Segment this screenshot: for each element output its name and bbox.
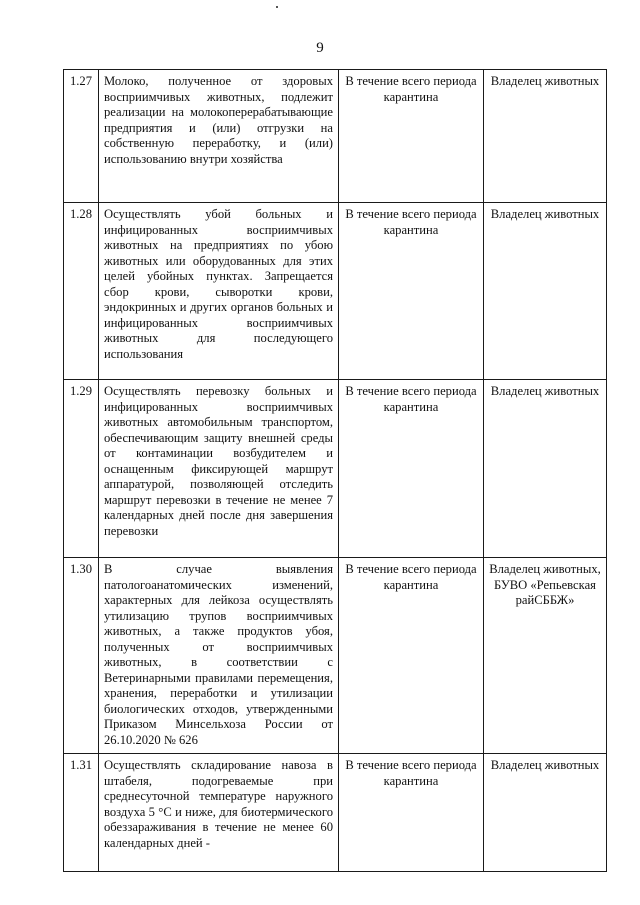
- table-row: [64, 754, 607, 872]
- table-row: [64, 558, 607, 754]
- measure-text: В случае выявления патологоанатомических изменений, характерных для лейкоза осуществлять утилизацию трупов восприимчивых животных, а также продуктов убоя, полученных от восприимчивых животных, в соответствии с Ветеринарными правилами перемещения, хранения, переработки и утилизации биологических отходов, утвержденными Приказом Минсельхоза России от 26.10.2020 № 626: [99, 558, 339, 754]
- measure-term: В течение всего периода карантина: [339, 558, 484, 754]
- measure-responsible: Владелец животных: [484, 380, 607, 558]
- measure-text: Молоко, полученное от здоровых восприимчивых животных, подлежит реализации на молокоперерабатывающие предприятия и (или) отгрузки на собственную переработку, и (или) использованию внутри хозяйства: [99, 70, 339, 203]
- measure-text: Осуществлять убой больных и инфицированных восприимчивых животных на предприятиях по убою животных или оборудованных для этих целей убойных пунктах. Запрещается сбор крови, сыворотки крови, эндокринных и других органов больных и инфицированных восприимчивых животных для последующего использования: [99, 203, 339, 380]
- row-number: 1.30: [64, 558, 99, 754]
- row-number: 1.27: [64, 70, 99, 203]
- measure-responsible: Владелец животных, БУВО «Репьевская райСББЖ»: [484, 558, 607, 754]
- scan-mark: [276, 6, 278, 8]
- measure-text: Осуществлять перевозку больных и инфицированных восприимчивых животных автомобильным транспортом, обеспечивающим защиту внешней среды от контаминации возбудителем и оснащенным фиксирующей маршрут аппаратурой, позволяющей отследить маршрут перевозки в течение не менее 7 календарных дней после дня завершения перевозки: [99, 380, 339, 558]
- measure-term: В течение всего периода карантина: [339, 203, 484, 380]
- table-row: [64, 70, 607, 203]
- page-number: 9: [316, 40, 324, 56]
- measure-term: В течение всего периода карантина: [339, 70, 484, 203]
- table-row: [64, 203, 607, 380]
- measures-table: [63, 69, 607, 872]
- measure-text: Осуществлять складирование навоза в штабеля, подогреваемые при среднесуточной температуре наружного воздуха 5 °С и ниже, для биотермического обеззараживания в течение не менее 60 календарных дней -: [99, 754, 339, 872]
- row-number: 1.29: [64, 380, 99, 558]
- table-row: [64, 380, 607, 558]
- measure-responsible: Владелец животных: [484, 754, 607, 872]
- measure-responsible: Владелец животных: [484, 203, 607, 380]
- row-number: 1.31: [64, 754, 99, 872]
- measure-term: В течение всего периода карантина: [339, 754, 484, 872]
- row-number: 1.28: [64, 203, 99, 380]
- measure-responsible: Владелец животных: [484, 70, 607, 203]
- measure-term: В течение всего периода карантина: [339, 380, 484, 558]
